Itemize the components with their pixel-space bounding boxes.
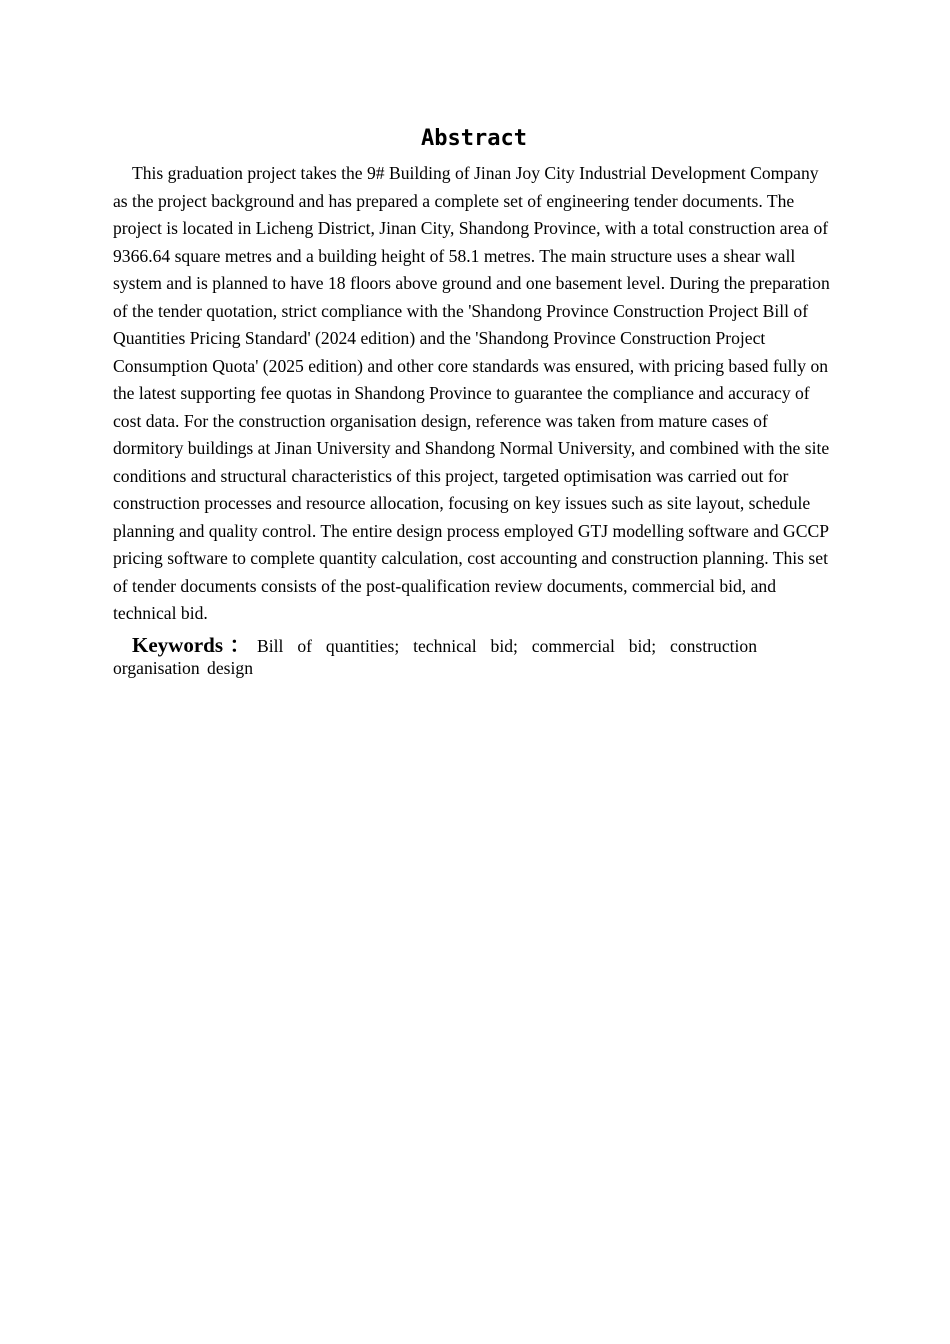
keywords-list: Bill of quantities; technical bid; commercial bid; construction organisation design xyxy=(113,635,757,678)
keywords-label: Keywords： xyxy=(132,632,258,657)
abstract-title: Abstract xyxy=(421,126,527,151)
keywords-line xyxy=(113,634,757,679)
abstract-section xyxy=(113,124,833,679)
abstract-body: This graduation project takes the 9# Building of Jinan Joy City Industrial Development Company as the project background and has prepared a complete set of engineering tender documents. The project is located in Licheng District, Jinan City, Shandong Province, with a total construction area of 9366.64 square metres and a building height of 58.1 metres. The main structure uses a shear wall system and is planned to have 18 floors above ground and one basement level. During the preparation of the tender quotation, strict compliance with the 'Shandong Province Construction Project Bill of Quantities Pricing Standard' (2024 edition) and the 'Shandong Province Construction Project Consumption Quota' (2025 edition) and other core standards was ensured, with pricing based fully on the latest supporting fee quotas in Shandong Province to guarantee the compliance and accuracy of cost data. For the construction organisation design, reference was taken from mature cases of dormitory buildings at Jinan University and Shandong Normal University, and combined with the site conditions and structural characteristics of this project, targeted optimisation was carried out for construction processes and resource allocation, focusing on key issues such as site layout, schedule planning and quality control. The entire design process employed GTJ modelling software and GCCP pricing software to complete quantity calculation, cost accounting and construction planning. This set of tender documents consists of the post-qualification review documents, commercial bid, and technical bid. xyxy=(113,163,830,623)
